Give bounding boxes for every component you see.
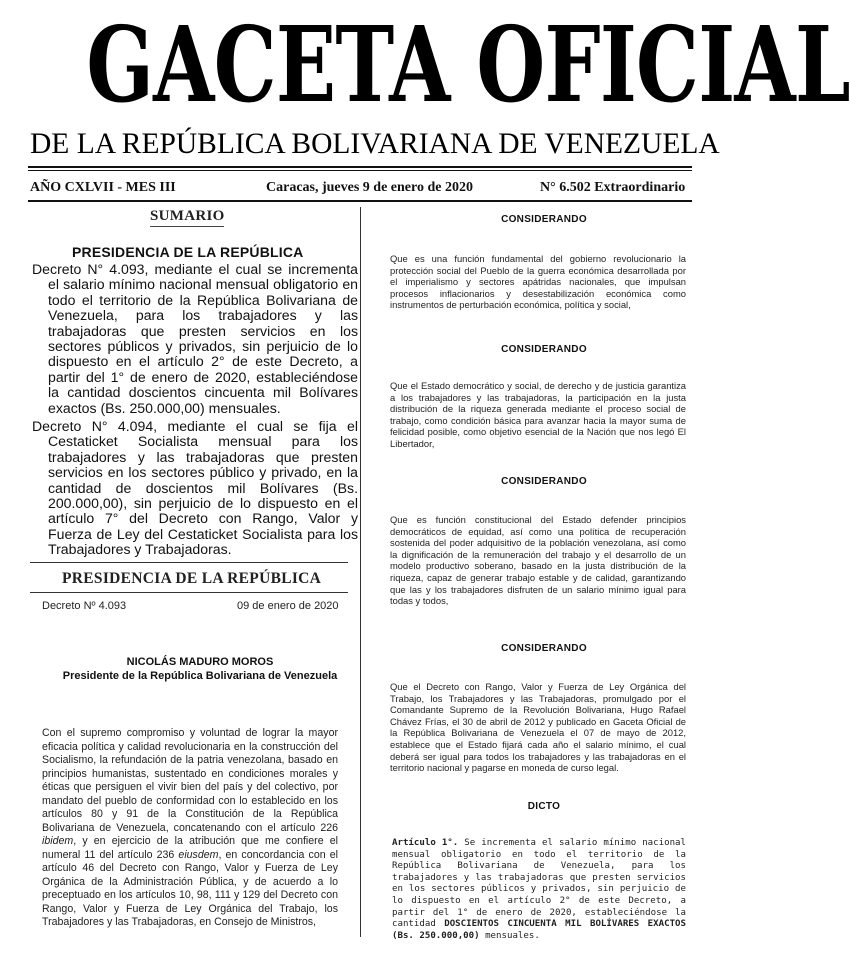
- considerando-heading: CONSIDERANDO: [501, 643, 587, 654]
- dateline-place-date: Caracas, jueves 9 de enero de 2020: [266, 180, 473, 195]
- decree-section-heading: PRESIDENCIA DE LA REPÚBLICA: [62, 570, 322, 587]
- article-1-label: Artículo 1°.: [392, 838, 459, 848]
- dateline-year-month: AÑO CXLVII - MES III: [30, 180, 176, 195]
- sumario-underline: [150, 226, 224, 227]
- considerando-text: Que es una función fundamental del gobierno revolucionario la protección social del Pueblo de la guerra económica desarrollada por el imperialismo y sectores apátridas nacionales, que impulsan procesos inflacionarios y desestabilización económica como instrumentos de perturbación económica, política y social,: [390, 253, 686, 311]
- sumario-entry: Decreto N° 4.093, mediante el cual se incrementa el salario mínimo nacional mensual obligatorio en todo el territorio de la República Bolivariana de Venezuela, para los trabajadores y las trabajadoras que presten servicios en los sectores públicos y privados, sin perjuicio de lo dispuesto en el artículo 2° de este Decreto, a partir del 1° de enero de 2020, estableciéndose la cantidad doscientos cincuenta mil Bolívares exactos (Bs. 250.000,00) mensuales.: [32, 261, 358, 416]
- preamble-part-2: , y en ejercicio de la atribución que me confiere el numeral 11 del artículo 236: [42, 835, 338, 861]
- preamble-part-3: , en concordancia con el artículo 46 del Decreto con Rango, Valor y Fuerza de Ley Orgánica de la Administración Pública, y de acuerdo a lo preceptuado en los artículos 10, 98, 111 y 129 del Decreto con Rango, Valor y Fuerza de Ley Orgánica del Trabajo, los Trabajadores y las Trabajadoras, en Consejo de Ministros,: [42, 848, 339, 928]
- considerando-heading: CONSIDERANDO: [501, 476, 587, 487]
- preamble-part-1: Con el supremo compromiso y voluntad de lograr la mayor eficacia política y calidad revolucionaria en la construcción del Socialismo, la refundación de la patria venezolana, basado en principios humanistas, sustentado en condiciones morales y éticas que persiguen el vivir bien del país y del colectivo, por mandato del pueblo de conformidad con lo establecido en los artículos 80 y 91 de la Constitución de la República Bolivariana de Venezuela, concatenando con el artículo 226: [42, 727, 338, 834]
- top-rule-thin: [28, 170, 692, 171]
- article-1-tail: mensuales.: [479, 930, 540, 941]
- president-title: Presidente de la República Bolivariana de Venezuela: [62, 670, 338, 682]
- bottom-rule: [28, 200, 692, 202]
- sumario-end-rule: [30, 562, 348, 563]
- dicto-heading: DICTO: [527, 801, 561, 812]
- decree-preamble: [42, 727, 338, 930]
- gazette-masthead-title: GACETA OFICIAL: [86, 3, 850, 126]
- sumario-title: SUMARIO: [150, 208, 225, 224]
- column-divider: [360, 207, 361, 937]
- considerando-heading: CONSIDERANDO: [501, 214, 587, 225]
- sumario-entry: Decreto N° 4.094, mediante el cual se fija el Cestaticket Socialista mensual para los trabajadores y las trabajadoras que presten servicios en los sectores público y privado, en la cantidad de doscientos mil Bolívares (Bs. 200.000,00), sin perjuicio de lo dispuesto en el artículo 7° del Decreto con Rango, Valor y Fuerza de Ley del Cestaticket Socialista para los Trabajadores y Trabajadoras.: [32, 418, 358, 558]
- considerando-text: Que el Decreto con Rango, Valor y Fuerza de Ley Orgánica del Trabajo, los Trabajadores y las Trabajadoras, promulgado por el Comandante Supremo de la Revolución Bolivariana, Hugo Rafael Chávez Frías, el 30 de abril de 2012 y publicado en Gaceta Oficial de la República Bolivariana de Venezuela el 07 de mayo de 2012, establece que el Estado fijará cada año el salario mínimo, el cual deberá ser igual para todos los trabajadores y las trabajadoras en el territorio nacional y pagarse en moneda de curso legal.: [390, 681, 686, 774]
- gazette-masthead-subtitle: DE LA REPÚBLICA BOLIVARIANA DE VENEZUELA: [30, 128, 720, 160]
- considerando-text: Que el Estado democrático y social, de derecho y de justicia garantiza a los trabajadores y las trabajadoras, la participación en la justa distribución de la riqueza generada mediante el proceso social de trabajo, como condición básica para avanzar hacia la mayor suma de felicidad posible, como objetivo esencial de la Nación que nos legó El Libertador,: [390, 380, 686, 449]
- article-1-amount: DOSCIENTOS CINCUENTA MIL BOLÍVARES EXACTOS (Bs. 250.000,00): [392, 919, 686, 941]
- article-1: [392, 838, 686, 942]
- decree-number: Decreto Nº 4.093: [42, 600, 127, 612]
- considerando-heading: CONSIDERANDO: [501, 344, 587, 355]
- preamble-ibidem: ibidem: [42, 835, 74, 847]
- president-name: NICOLÁS MADURO MOROS: [126, 656, 274, 668]
- top-rule: [28, 166, 692, 168]
- article-1-text: Se incrementa el salario mínimo nacional mensual obligatorio en todo el territorio de la República Bolivariana de Venezuela, para los trabajadores y las trabajadoras que presten servicios en los sectores públicos y privados, sin perjuicio de lo dispuesto en el artículo 2° de este Decreto, a partir del 1° de enero de 2020, estableciéndose la cantidad: [392, 838, 686, 930]
- considerando-text: Que es función constitucional del Estado defender principios democráticos de equidad, así como una política de recuperación sostenida del poder adquisitivo de la población venezolana, así como la dignificación de la remuneración del trabajo y el desarrollo de un modelo productivo soberano, basado en la justa distribución de la riqueza, capaz de generar trabajo estable y de calidad, garantizando que las y los trabajadores disfruten de un salario mínimo igual para todas y todos,: [390, 514, 686, 607]
- decree-date: 09 de enero de 2020: [237, 600, 339, 612]
- sumario-section-heading: PRESIDENCIA DE LA REPÚBLICA: [72, 244, 304, 260]
- dateline-issue-number: N° 6.502 Extraordinario: [540, 180, 686, 195]
- preamble-eiusdem: eiusdem: [178, 848, 219, 861]
- decree-section-rule: [30, 592, 348, 593]
